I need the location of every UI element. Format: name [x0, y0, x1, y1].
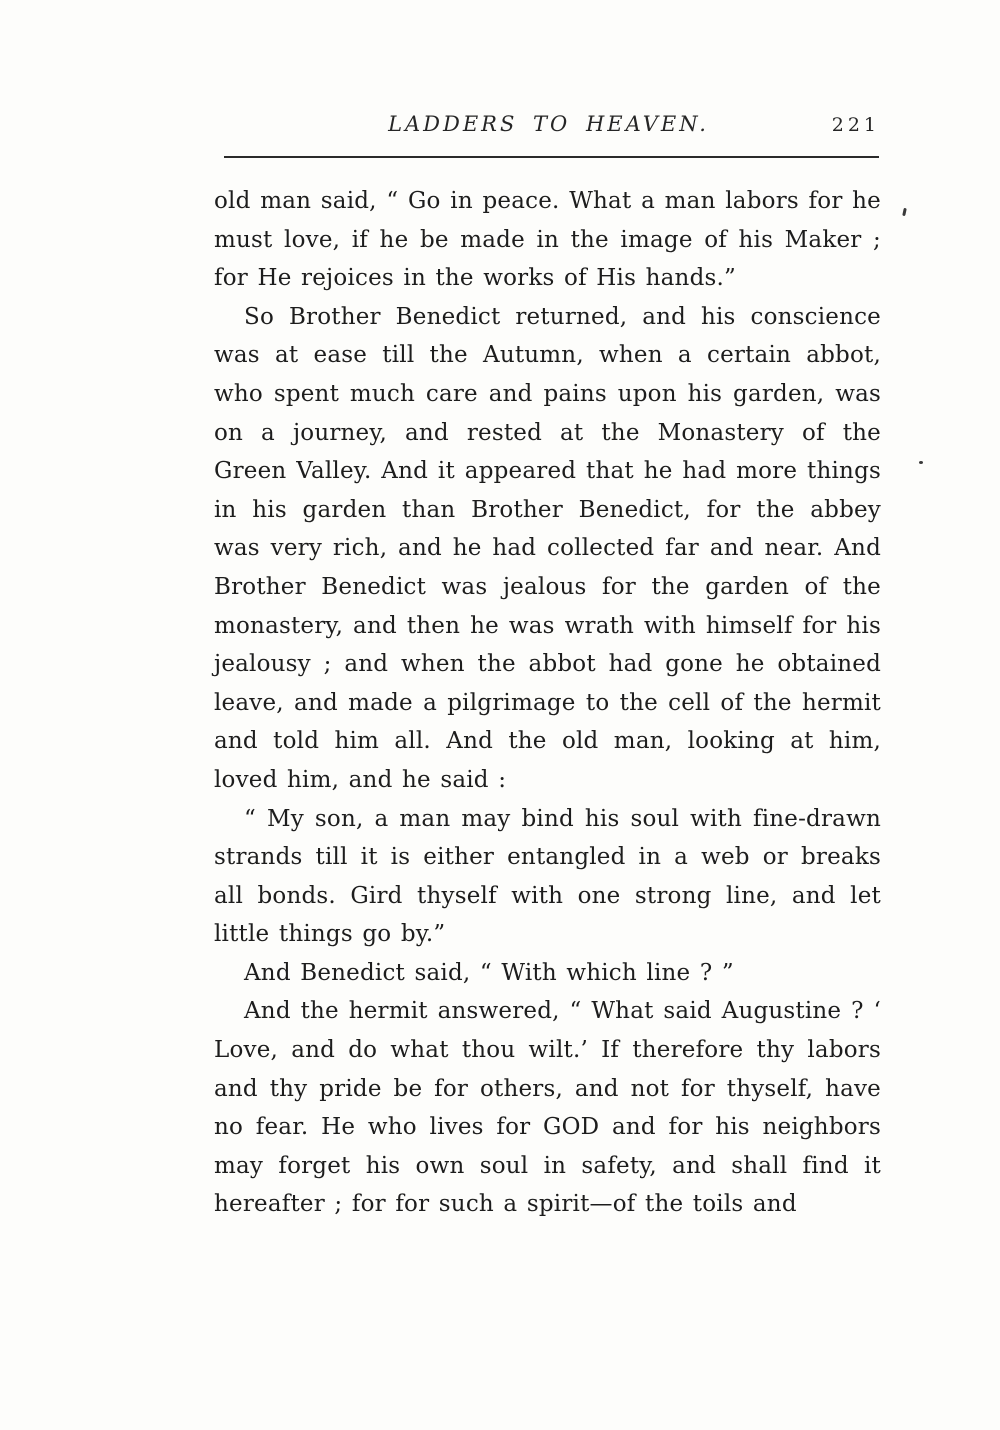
scan-artifact — [919, 461, 923, 464]
body-text — [214, 182, 881, 1224]
page-header — [215, 112, 882, 146]
paragraph: So Brother Benedict returned, and his conscience was at ease till the Autumn, when a certain abbot, who spent much care and pains upon his garden, was on a journey, and rested at the Monastery of the Green Valley. And it appeared that he had more things in his garden than Brother Benedict, for the abbey was very rich, and he had collected far and near. And Brother Benedict was jealous for the garden of the monastery, and then he was wrath with himself for his jealousy ; and when the abbot had gone he obtained leave, and made a pilgrimage to the cell of the hermit and told him all. And the old man, looking at him, loved him, and he said : — [214, 303, 881, 793]
paragraph: old man said, “ Go in peace. What a man labors for he must love, if he be made in the image of his Maker ; for He rejoices in the works of His hands.” — [214, 188, 881, 292]
paragraph: And the hermit answered, “ What said Augustine ? ‘ Love, and do what thou wilt.’ If therefore thy labors and thy pride be for others, and not for thyself, have no fear. He who lives for GOD and for his neighbors may forget his own soul in safety, and shall find it hereafter ; for for such a spirit—of the toils and — [214, 998, 881, 1218]
paragraph: And Benedict said, “ With which line ? ” — [244, 959, 734, 986]
paragraph: “ My son, a man may bind his soul with fine-drawn strands till it is either entangled in a web or breaks all bonds. Gird thyself with one strong line, and let little things go by.” — [214, 805, 881, 948]
running-title: LADDERS TO HEAVEN. — [388, 112, 709, 136]
scan-artifact — [902, 208, 907, 216]
page-number: 221 — [831, 114, 880, 136]
header-rule — [224, 156, 879, 158]
